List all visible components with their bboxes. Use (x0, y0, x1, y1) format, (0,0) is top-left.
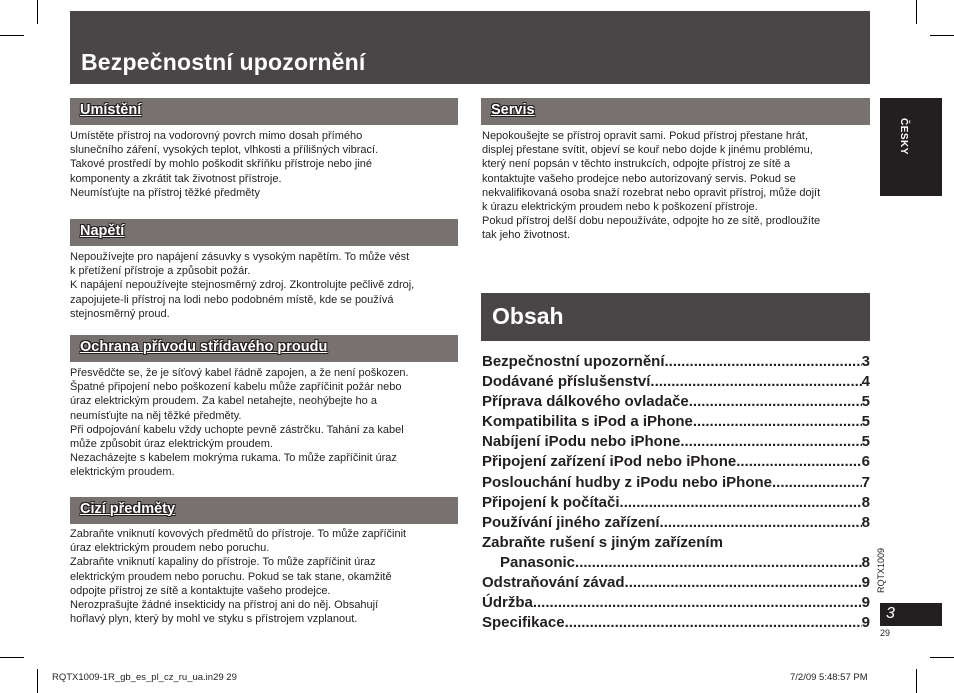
toc-entry: Používání jiného zařízení ..... 8 (482, 513, 870, 533)
crop-mark (916, 0, 917, 24)
page-number-box (880, 603, 942, 626)
language-tab (880, 98, 942, 196)
section-text-umisteni: Umístěte přístroj na vodorovný povrch mimo dosah přímého slunečního záření, vysokých teplot, vlhkosti a přílišných vibrací. Takové prostředí by mohlo poškodit skříňku přístroje nebo jiné komponenty a zkrátit tak životnost přístroje. Neumísťujte na přístroj těžké předměty (70, 130, 379, 199)
toc-entry: Připojení zařízení iPod nebo iPhone ..... 6 (482, 452, 870, 472)
table-of-contents (482, 352, 870, 633)
toc-entry: Panasonic ..... 8 (482, 553, 870, 573)
footer-timestamp: 7/2/09 5:48:57 PM (790, 672, 868, 683)
footer-file-info: RQTX1009-1R_gb_es_pl_cz_ru_ua.in29 29 (52, 672, 237, 683)
toc-entry: Dodávané příslušenství ..... 4 (482, 372, 870, 392)
toc-entry: Specifikace ..... 9 (482, 613, 870, 633)
crop-mark (930, 657, 954, 658)
section-heading-text: Ochrana přívodu střídavého proudu (80, 339, 328, 355)
page-title: Bezpečnostní upozornění (81, 49, 366, 75)
page-number: 3 (886, 605, 895, 622)
crop-mark (930, 35, 954, 36)
language-tab-label: ČESKY (898, 118, 909, 155)
toc-entry-line1: Zabraňte rušení s jiným zařízením (482, 533, 723, 551)
toc-entry: Připojení k počítači ..... 8 (482, 493, 870, 513)
toc-entry: Bezpečnostní upozornění ..... 3 (482, 352, 870, 372)
section-heading-napeti (70, 219, 458, 246)
crop-mark (37, 0, 38, 24)
section-heading-text: Umístění (80, 102, 142, 118)
toc-title: Obsah (492, 303, 564, 329)
toc-entry: Údržba ..... 9 (482, 593, 870, 613)
section-heading-servis (481, 98, 870, 125)
toc-banner (481, 293, 870, 341)
section-heading-text: Napětí (80, 223, 125, 239)
section-heading-text: Servis (491, 102, 535, 118)
section-heading-umisteni (70, 98, 458, 125)
section-text-servis: Nepokoušejte se přístroj opravit sami. Pokud přístroj přestane hrát, displej přestane svítit, objeví se kouř nebo dojde k jinému problému, který není popsán v těchto instrukcích, odpojte přístroj ze sítě a kontaktujte vašeho prodejce nebo autorizovaný servis. Pokud se nekvalifikovaná osoba snaží rozebrat nebo opravit přístroj, může dojít k úrazu elektrickým proudem nebo k poškození přístroje. Pokud přístroj delší dobu nepoužíváte, odpojte ho ze sítě, prodloužíte tak jeho životnost. (482, 130, 821, 242)
toc-entry: Kompatibilita s iPod a iPhone ..... 5 (482, 412, 870, 432)
toc-entry: Odstraňování závad ..... 9 (482, 573, 870, 593)
section-heading-ochrana (70, 335, 458, 362)
section-text-cizi-predmety: Zabraňte vniknutí kovových předmětů do přístroje. To může zapříčinit úraz elektrickým proudem nebo poruchu. Zabraňte vniknutí kapaliny do přístroje. To může zapříčinit úraz elektrickým proudem nebo poruchu. Pokud se tak stane, okamžitě odpojte přístroj ze sítě a kontaktujte vašeho prodejce. Nerozprašujte žádné insekticidy na přístroj ani do něj. Obsahují hořlavý plyn, který by mohl ve styku s přístrojem vzplanout. (70, 528, 407, 626)
section-heading-cizi-predmety (70, 497, 458, 524)
crop-mark (37, 669, 38, 693)
section-text-napeti: Nepoužívejte pro napájení zásuvky s vysokým napětím. To může vést k přetížení přístroje a způsobit požár. K napájení nepoužívejte stejnosměrný zdroj. Zkontrolujte pečlivě zdroj, zapojujete-li přístroj na lodi nebo podobném místě, kde se používá stejnosměrný proud. (70, 251, 415, 320)
crop-mark (916, 669, 917, 693)
title-banner (70, 11, 870, 84)
section-text-ochrana: Přesvědčte se, že je síťový kabel řádně zapojen, a že není poškozen. Špatné připojení nebo poškození kabelu může zapříčinit požár nebo úraz elektrickým proudem. Za kabel netahejte, neohýbejte ho a neumísťujte na něj těžké předměty. Při odpojování kabelu vždy uchopte pevně zástrčku. Tahání za kabel může způsobit úraz elektrickým proudem. Nezacházejte s kabelem mokrýma rukama. To může zapříčinit úraz elektrickým proudem. (70, 367, 409, 479)
page-number-small: 29 (880, 628, 891, 638)
side-model-code: RQTX1009 (876, 548, 886, 594)
toc-entry: Poslouchání hudby z iPodu nebo iPhone ..... 7 (482, 473, 870, 493)
toc-entry: Příprava dálkového ovladače ..... 5 (482, 392, 870, 412)
section-heading-text: Cizí předměty (80, 501, 176, 517)
crop-mark (0, 657, 24, 658)
toc-entry: Nabíjení iPodu nebo iPhone ..... 5 (482, 432, 870, 452)
crop-mark (0, 35, 24, 36)
